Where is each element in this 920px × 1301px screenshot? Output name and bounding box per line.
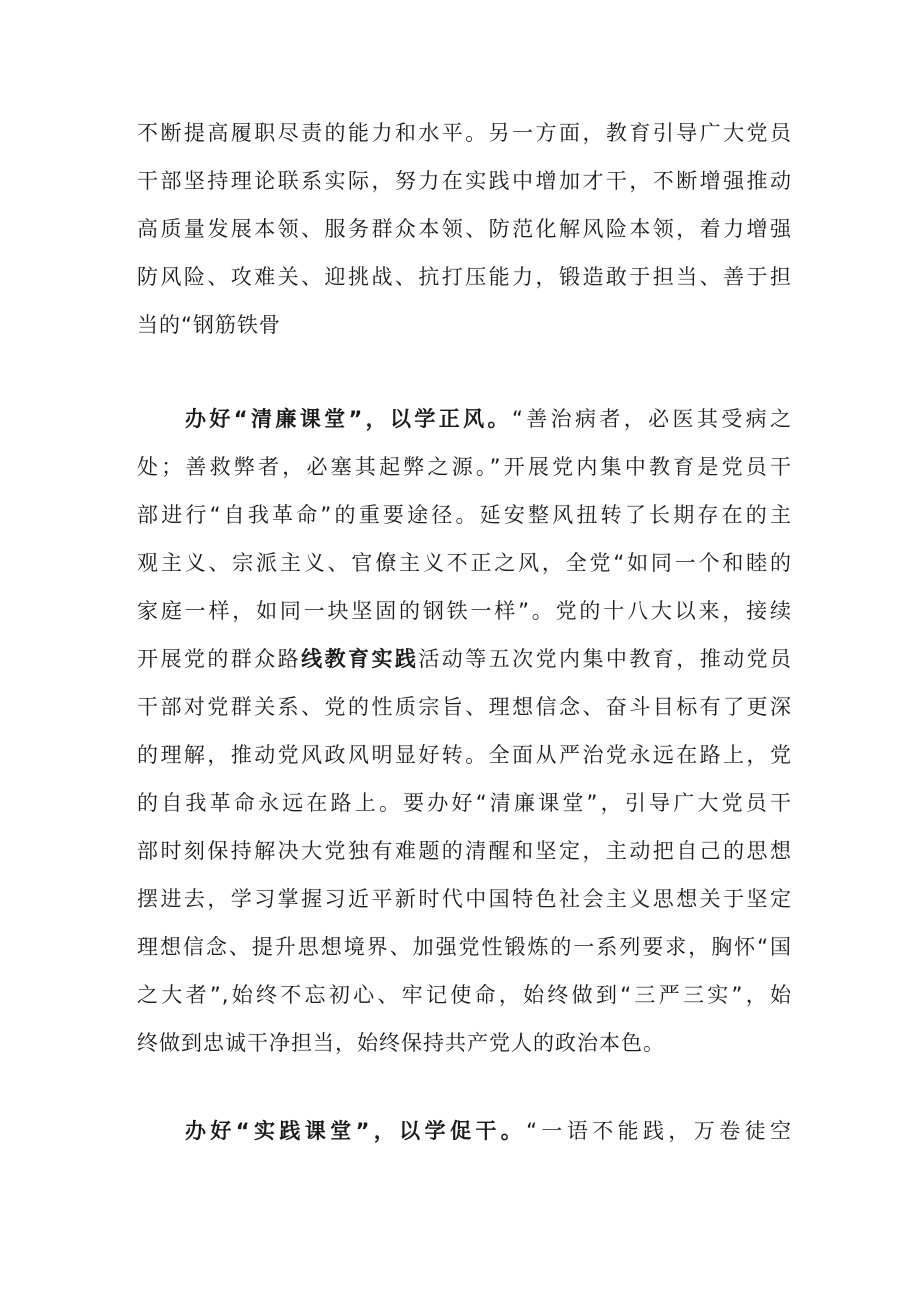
- text-line: 的自我革命永远在路上。要办好“清廉课堂”，引导广大党员干: [137, 791, 792, 815]
- text-line: 防风险、攻难关、迎挑战、抗打压能力，锻造敢于担当、善于担: [137, 265, 792, 289]
- text-line: 的理解，推动党风政风明显好转。全面从严治党永远在路上，党: [137, 743, 792, 767]
- text-line: 观主义、宗派主义、官僚主义不正之风，全党“如同一个和睦的: [137, 551, 792, 575]
- text-line: 家庭一样，如同一块坚固的钢铁一样”。党的十八大以来，接续: [137, 599, 792, 623]
- section-heading-clean-class: 办好“清廉课堂”，以学正风。: [185, 407, 512, 431]
- text-line: 终做到忠诚干净担当，始终保持共产党人的政治本色。: [137, 1031, 665, 1055]
- text-run: 活动等五次党内集中教育，推动党员: [418, 647, 793, 671]
- text-line: 部进行“自我革命”的重要途径。延安整风扭转了长期存在的主: [137, 503, 792, 527]
- paragraph-heading-line: [137, 395, 792, 443]
- paragraph-heading-line: [137, 1107, 792, 1155]
- text-line: 处；善救弊者，必塞其起弊之源。”开展党内集中教育是党员干: [137, 455, 792, 479]
- text-line: 摆进去，学习掌握习近平新时代中国特色社会主义思想关于坚定: [137, 887, 792, 911]
- text-run: 开展党的群众路: [137, 647, 302, 671]
- section-heading-practice-class: 办好“实践课堂”，以学促干。: [185, 1119, 527, 1143]
- text-line: 干部坚持理论联系实际，努力在实践中增加才干，不断增强推动: [137, 169, 792, 193]
- text-line: 部时刻保持解决大党独有难题的清醒和坚定，主动把自己的思想: [137, 839, 792, 863]
- text-line: 干部对党群关系、党的性质宗旨、理想信念、奋斗目标有了更深: [137, 695, 792, 719]
- text-run: “一语不能践，万卷徒空: [526, 1119, 792, 1143]
- text-line: 不断提高履职尽责的能力和水平。另一方面，教育引导广大党员: [137, 121, 792, 145]
- bold-text-run: 线教育实践: [301, 647, 419, 671]
- paragraph-3: [137, 1107, 792, 1155]
- paragraph-2: [137, 395, 792, 1067]
- text-line: 高质量发展本领、服务群众本领、防范化解风险本领，着力增强: [137, 217, 792, 241]
- text-line: [137, 635, 792, 683]
- text-line: 理想信念、提升思想境界、加强党性锻炼的一系列要求，胸怀“国: [137, 935, 792, 959]
- text-line: 之大者”,始终不忘初心、牢记使命，始终做到“三严三实”，始: [137, 983, 792, 1007]
- text-run: “善治病者，必医其受病之: [511, 407, 792, 431]
- text-line: 当的“钢筋铁骨: [137, 313, 281, 337]
- paragraph-1: [137, 109, 792, 349]
